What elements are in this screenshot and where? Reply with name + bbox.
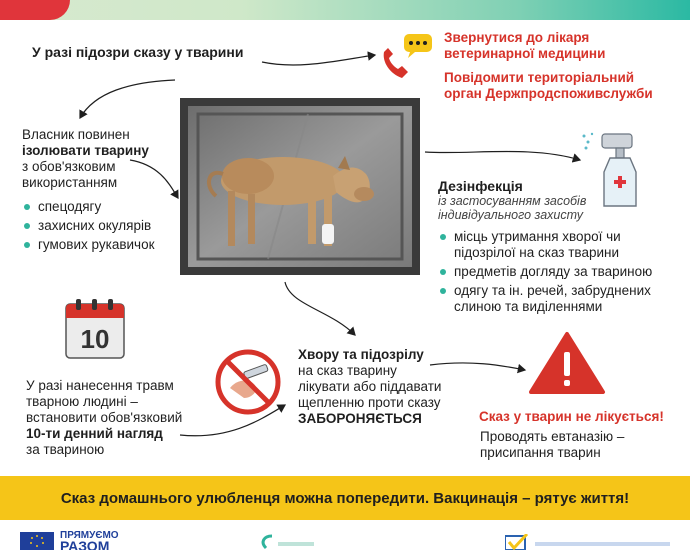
warning-icon (528, 330, 606, 396)
list-item: гумових рукавичок (22, 237, 155, 253)
vaccination-banner: Сказ домашнього улюбленця можна попередити. Вакцинація – рятує життя! (0, 476, 690, 520)
authority-logo-icon (505, 534, 675, 550)
list-item: спецодягу (22, 199, 155, 215)
disinfection-title: Дезінфекція (438, 178, 523, 194)
forbidden-treatment-text: Хвору та підозрілу на сказ тварину лікувати або піддавати щепленню проти сказу ЗАБОРОНЯЄТЬСЯ (298, 347, 442, 426)
incurable-title: Сказ у тварин не лікується! (479, 409, 664, 424)
calendar-icon (62, 296, 128, 362)
list-item: місць утримання хворої чи підозрілої на сказ тварини (438, 229, 678, 261)
injury-observation-text: У разі нанесення травм тварною людині – встановити обов'язковий 10-ти денний нагляд за твариною (26, 378, 183, 457)
footer-logos (0, 520, 690, 550)
list-item: захисних окулярів (22, 218, 155, 234)
disinfection-subtitle: із застосуванням засобів індивідуального захисту (438, 194, 587, 222)
eu-logo-text: ПРЯМУЄМО РАЗОМ (60, 530, 119, 550)
phone-chat-icon (378, 32, 438, 82)
contact-vet-text: Звернутися до лікаря ветеринарної медицини (444, 30, 606, 61)
euthanasia-text: Проводять евтаназію – присипання тварин (480, 429, 625, 460)
list-item: одягу та ін. речей, забруднених слиною та виділеннями (438, 283, 678, 315)
calendar-number: 10 (80, 324, 110, 354)
disinfection-list (438, 229, 678, 318)
notify-authority-text: Повідомити територіальний орган Держпродспоживслужби (444, 70, 653, 101)
header-title: У разі підозри сказу у тварини (32, 44, 244, 60)
no-injection-icon (214, 348, 282, 416)
project-logo-icon (258, 534, 318, 550)
disinfectant-spray-icon (580, 128, 650, 210)
owner-instructions: Власник повинен ізолювати тварину з обов'язковим використанням (22, 127, 149, 190)
list-item: предметів догляду за твариною (438, 264, 678, 280)
dog-illustration (188, 106, 412, 267)
dog-photo-frame (180, 98, 420, 275)
protective-gear-list (22, 199, 155, 256)
dog-photo (188, 106, 412, 267)
eu-flag-icon (20, 532, 54, 550)
